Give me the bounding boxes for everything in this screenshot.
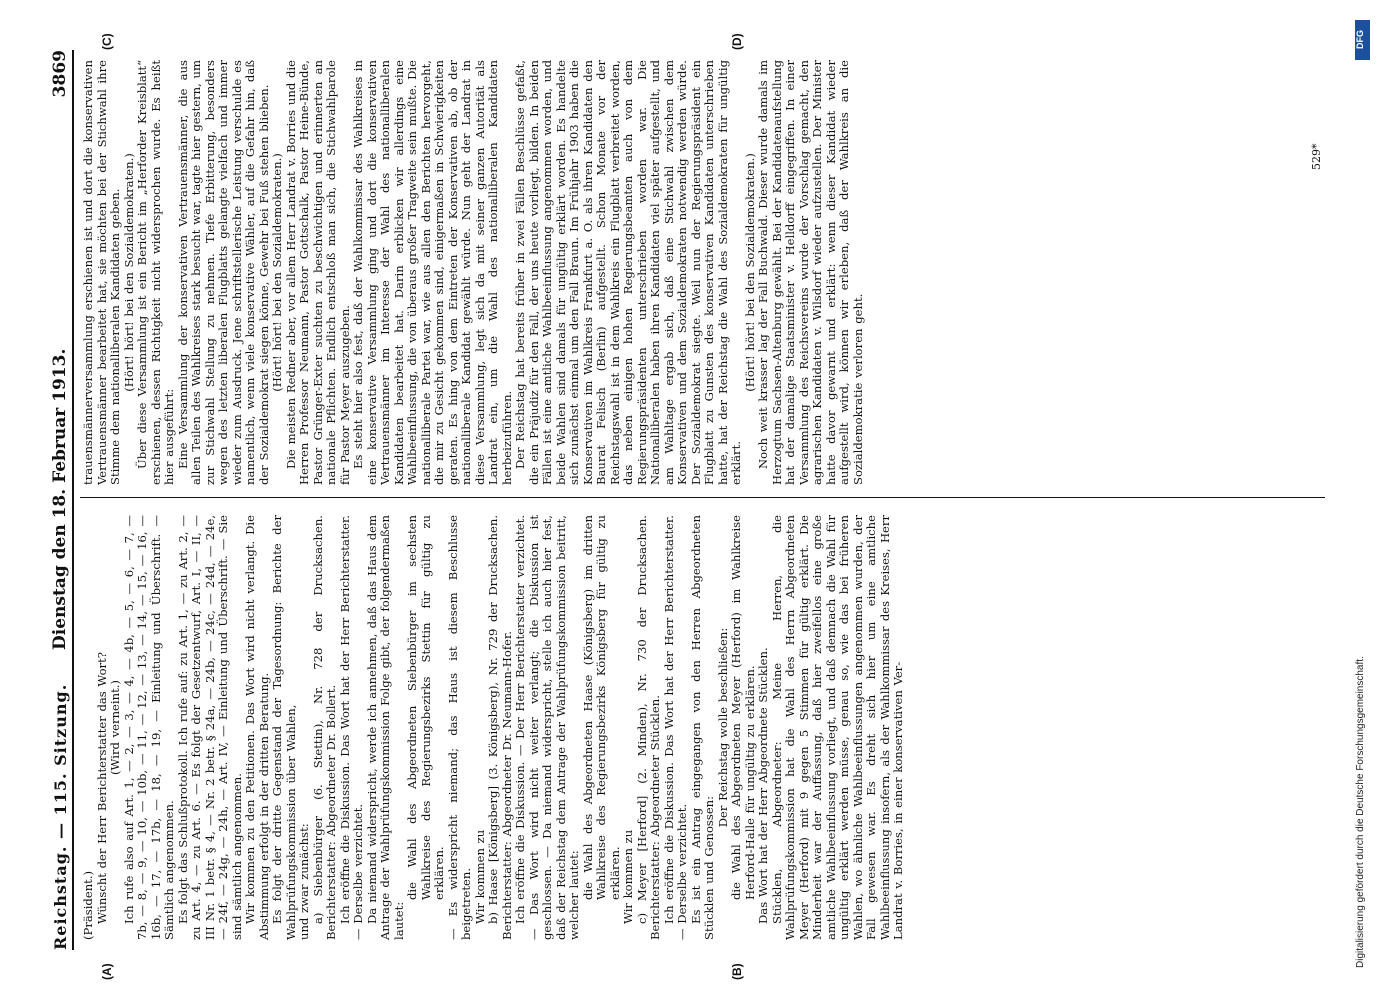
paragraph: Die meisten Redner aber, vor allem Herr Landrat v. Borries und die Herren Professor Neumann, Pastor Gottschalk, Pastor Heine-Bünde, Pastor Grünger-Exter suchten zu beschwichtigen und erinnerten an nationale Pflichten. Endlich entschloß man sich, die Stichwahlparole für Pastor Meyer auszugeben. (283, 60, 352, 485)
paragraph: Wünscht der Herr Berichterstatter das Wort? (94, 652, 109, 924)
paragraph: Es folgt das Schlußprotokoll. Ich rufe auf: zu Art. 1, — zu Art. 2, — zu Art. 4, — zu Art. 6. — Es folgt der Gesetzentwurf, Art. I, — II, — III Nr. 1 betr. § 4, — Nr. 2 betr. § 24a, — 24b, — 24c, — 24d, — 24e, — 24f, — 24g, — 24h, — Art. IV, — Einleitung und Überschrift. — Sie sind sämtlich angenommen. (175, 515, 244, 940)
paragraph: Wir kommen zu (472, 829, 487, 924)
paragraph: Ich eröffne die Diskussion. — Der Herr Berichterstatter verzichtet. — Das Wort wird nicht weiter verlangt; die Diskussion ist geschlossen. — Da niemand widerspricht, stelle ich auch hier fest, daß der Reichstag dem Antrage der Wahlprüfungskommission beitritt, welcher lautet: (513, 515, 581, 940)
margin-label-b: (B) (730, 963, 744, 980)
digitization-note: Digitalisierung gefördert durch die Deutsche Forschungsgemeinschaft. (1355, 656, 1366, 968)
paragraph: Wir kommen zu den Petitionen. Das Wort wird nicht verlangt. Die Abstimmung erfolgt in der dritten Beratung. (243, 515, 271, 940)
paragraph: Es ist ein Antrag eingegangen von den Herren Abgeordneten Stücklen und Genossen: (688, 515, 716, 940)
paragraph: Noch weit krasser lag der Fall Buchwald. Dieser wurde damals im Herzogtum Sachsen-Altenburg gewählt. Bei der Kandidatenaufstellung hat der damalige Staatsminister v. Helldorff eingegriffen. In einer Versammlung des Reichsvereins wurde der Vorschlag gemacht, den agrarischen Kandidaten v. Wilsdorf wieder aufzustellen. Der Minister hatte davor gewarnt und erklärt: wenn dieser Kandidat wieder aufgestellt wird, können wir erleben, daß der Wahlkreis an die Sozialdemokratie verloren geht. (756, 60, 865, 485)
paragraph: Ich rufe also auf Art. 1, — 2, — 3, — 4, — 4b, — 5, — 6, — 7, — 7b, — 8, — 9, — 10, — 10b, — 11, — 12, — 13, — 14, — 15, — 16, — 16b, — 17, — 17b, — 18, — 19, — Einleitung und Überschrift. — Sämtlich angenommen. (121, 515, 176, 940)
paragraph: Das Wort hat der Herr Abgeordnete Stücklen. (756, 647, 770, 924)
page-signature: 529* (1310, 143, 1323, 170)
text-column-right (82, 60, 865, 485)
paragraph: (Wird verneint.) (108, 680, 122, 775)
header-page-number: 3869 (50, 50, 70, 98)
side-credit (1355, 20, 1370, 980)
paragraph: und zwar zunächst: (297, 823, 311, 940)
scanned-page (40, 33, 1330, 980)
margin-label-c: (C) (100, 33, 114, 50)
page-header (40, 50, 74, 950)
header-left: Reichstag. — 115. Sitzung. (51, 683, 70, 950)
paragraph: Stücklen, Abgeordneter: Meine Herren, die Wahlprüfungskommission hat die Wahl des Herrn Abgeordneten Meyer (Herford) mit 9 gegen 5 Stimmen für gültig erklärt. Die Minderheit war der Auffassung, daß hier zweifellos eine große amtliche Wahlbeeinflussung vorliegt, und daß demnach die Wahl für ungültig erklärt werden müsse, genau so, wie das bei früheren Wahlen, wo ähnliche Wahlbeeinflussungen angenommen wurden, der Fall gewesen war. Es dreht sich hier um eine amtliche Wahlbeeinflussung insofern, als der Wahlkommissar des Kreises, Herr Landrat v. Borries, in einer konservativen Ver- (769, 515, 905, 940)
dfg-logo: DFG (1355, 20, 1370, 60)
text-column-left (82, 515, 906, 940)
paragraph: c) Meyer [Herford] (2. Minden), Nr. 730 der Drucksachen. Berichterstatter: Abgeordneter Stücklen. (634, 515, 662, 940)
paragraph: (Hört! hört! bei den Sozialdemokraten.) (121, 153, 136, 392)
paragraph: Wir kommen zu (621, 829, 635, 924)
paragraph: Es folgt der dritte Gegenstand der Tagesordnung: Berichte der Wahlprüfungskommission über Wahlen, (270, 515, 298, 940)
paragraph: — Es widerspricht niemand; das Haus ist diesem Beschlusse beigetreten. (445, 515, 473, 940)
paragraph: Eine Versammlung der konservativen Vertrauensmänner, die aus allen Teilen des Wahlkreises stark besucht war, tagte hier gestern, um zur Stichwahl Stellung zu nehmen. Tiefe Erbitterung, besonders wegen des letzten liberalen Flugblatts gelangte vielfach und immer wieder zum Ausdruck. Jene schriftstellerische Leistung verschulde es namentlich, wenn viele konservative Wähler, auf die Gefahr hin, daß der Sozialdemokrat siegen könne, Gewehr bei Fuß stehen blieben. (175, 60, 271, 485)
paragraph: Der Reichstag wolle beschließen: (715, 627, 730, 828)
paragraph: die Wahl des Abgeordneten Siebenbürger im sechsten Wahlkreise des Regierungsbezirks Stettin für gültig zu erklären. (405, 515, 446, 900)
paragraph: a) Siebenbürger (6. Stettin), Nr. 728 der Drucksachen. Berichterstatter: Abgeordneter Dr. Bollert. (310, 515, 338, 940)
margin-label-a: (A) (100, 963, 114, 980)
paragraph: Der Reichstag hat bereits früher in zwei Fällen Beschlüsse gefaßt, die ein Präjudiz für den Fall, der uns heute vorliegt, bilden. In beiden Fällen ist eine amtliche Wahlbeeinflussung angenommen worden, und beide Wahlen sind damals für ungültig erklärt worden. Es handelte sich zunächst einmal um den Fall Braun. Im Frühjahr 1903 haben die Konservativen im Wahlkreis Frankfurt a. O. als ihren Kandidaten den Baurat Felisch (Berlin) aufgestellt. Schon Monate vor der Reichstagswahl ist in dem Wahlkreis ein Flugblatt verbreitet worden, das neben einigen hohen Regierungsbeamten auch von dem Regierungspräsidenten unterschrieben worden war. Die Nationalliberalen haben ihren Kandidaten viel später aufgestellt, und am Wahltage ergab sich, daß eine Stichwahl zwischen dem Konservativen und dem Sozialdemokraten notwendig werden würde. Der Sozialdemokrat siegte. Weil nun der Regierungspräsident ein Flugblatt zu Gunsten des konservativen Kandidaten unterschrieben hatte, hat der Reichstag die Wahl des Sozialdemokraten für ungültig erklärt. (513, 60, 743, 485)
column-divider (80, 497, 1325, 498)
paragraph: Es steht hier also fest, daß der Wahlkommissar des Wahlkreises in eine konservative Versammlung ging und dort die konservativen Vertrauensmänner im Interesse der Wahl des nationalliberalen Kandidaten bearbeitet hat. Darin erblicken wir allerdings eine Wahlbeeinflussung, die von überaus großer Tragweite sein mußte. Die nationalliberale Partei war, wie aus allen den Berichten hervorgeht, die mir zu Gesicht gekommen sind, einigermaßen in Schwierigkeiten geraten. Es hing von dem Eintreten der Konservativen ab, ob der nationalliberale Kandidat gewählt würde. Nun geht der Landrat in diese Versammlung, legt sich da mit seiner ganzen Autorität als Landrat ein, um die Wahl des nationalliberalen Kandidaten herbeizuführen. (351, 60, 514, 485)
paragraph: Da niemand widerspricht, werde ich annehmen, daß das Haus dem Antrage der Wahlprüfungskommission Folge gibt, der folgendermaßen lautet: (364, 515, 406, 940)
paragraph: Ich eröffne die Diskussion. Das Wort hat der Herr Berichterstatter. — Derselbe verzichtet. (337, 515, 365, 940)
paragraph: trauensmännerversammlung erschienen ist und dort die konservativen Vertrauensmänner bearbeitet hat, sie möchten bei der Stichwahl ihre Stimme dem nationalliberalen Kandidaten geben. (81, 60, 122, 485)
paragraph: b) Haase [Königsberg] (3. Königsberg), Nr. 729 der Drucksachen. Berichterstatter: Abgeordneter Dr. Neumann-Hofer. (486, 515, 514, 940)
paragraph: (Hört! hört! bei den Sozialdemokraten.) (742, 153, 757, 392)
paragraph: (Hört! hört! bei den Sozialdemokraten.) (270, 153, 284, 392)
header-center: Dienstag den 18. Februar 1913. (50, 348, 70, 650)
paragraph: (Präsident.) (81, 870, 95, 940)
paragraph: die Wahl des Abgeordneten Meyer (Herford) im Wahlkreise Herford-Halle für ungültig zu erklären. (729, 515, 757, 900)
margin-label-d: (D) (730, 33, 744, 50)
paragraph: Ich eröffne die Diskussion. Das Wort hat der Herr Berichterstatter. — Derselbe verzichtet. (661, 515, 689, 940)
paragraph: Über diese Versammlung ist ein Bericht im „Herforder Kreisblatt“ erschienen, dessen Richtigkeit nicht widersprochen wurde. Es heißt hier ausgeführt: (135, 60, 176, 485)
paragraph: die Wahl des Abgeordneten Haase (Königsberg) im dritten Wahlkreise des Regierungsbezirks Königsberg für gültig zu erklären. (580, 515, 622, 900)
